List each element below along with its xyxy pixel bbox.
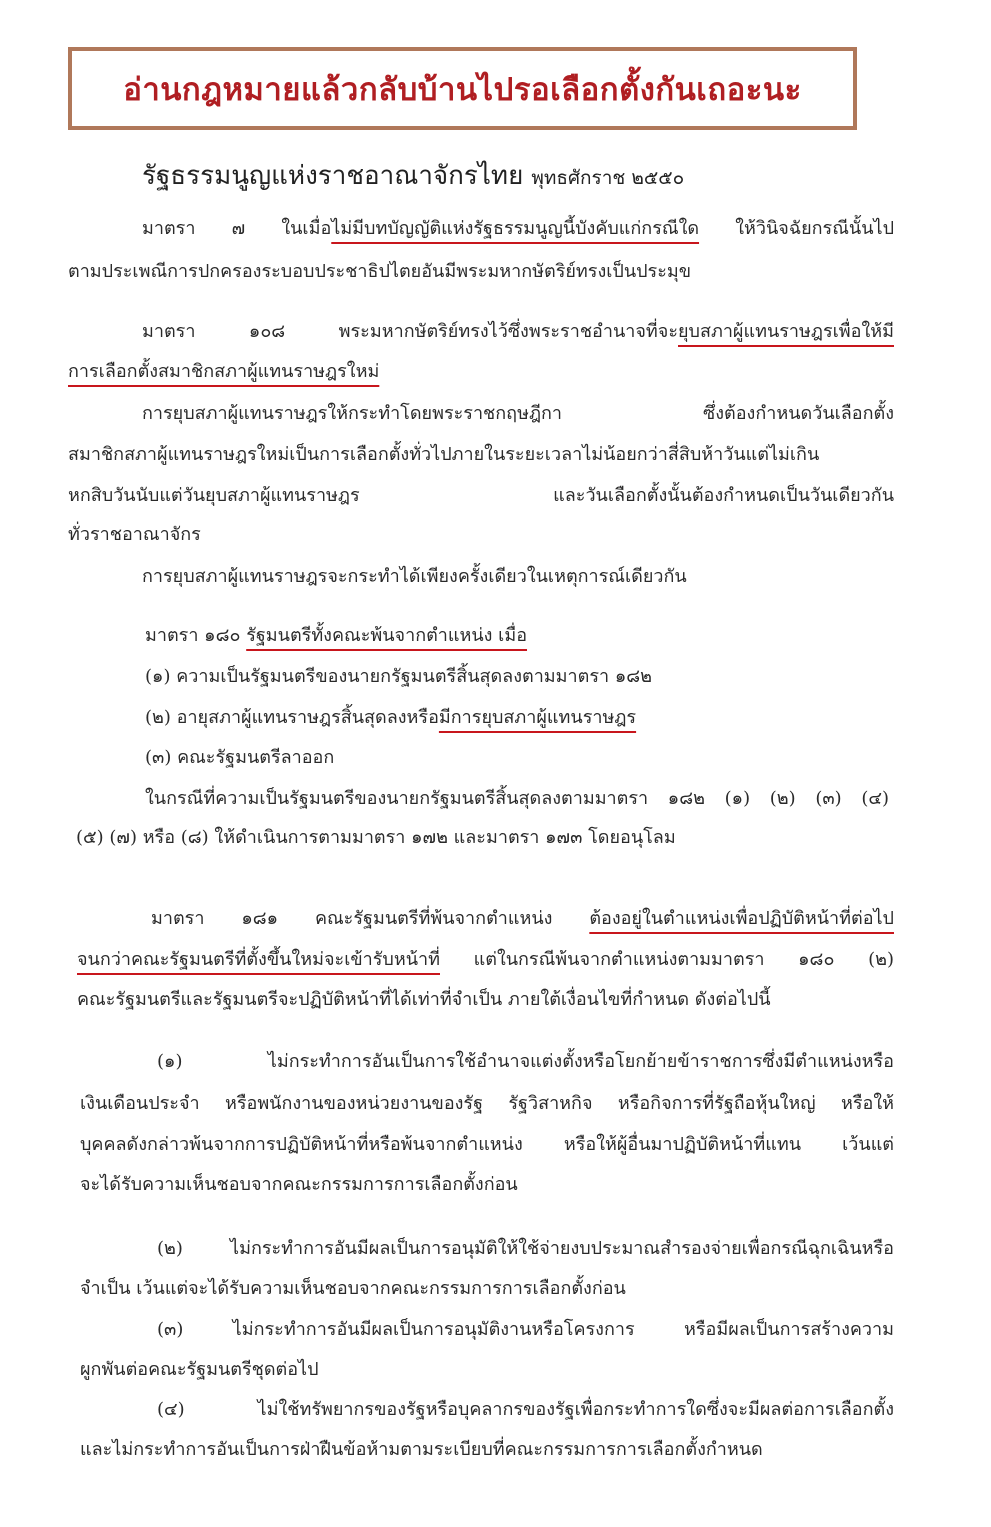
- document-title: [142, 155, 684, 196]
- section-181-clause-1-line-2: เงินเดือนประจำ หรือพนักงานของหน่วยงานของรัฐ รัฐวิสาหกิจ หรือกิจการที่รัฐถือหุ้นใหญ่ หรือให้: [80, 1093, 894, 1114]
- title-main: รัฐธรรมนูญแห่งราชอาณาจักรไทย: [142, 161, 524, 191]
- section-108-highlight-2: การเลือกตั้งสมาชิกสภาผู้แทนราษฎรใหม่: [68, 361, 380, 382]
- section-108-para-2-line-3: หกสิบวันนับแต่วันยุบสภาผู้แทนราษฎร และวันเลือกตั้งนั้นต้องกำหนดเป็นวันเดียวกัน: [68, 485, 894, 506]
- section-7-highlight: ไม่มีบทบัญญัติแห่งรัฐธรรมนูญนี้บังคับแก่กรณีใด: [331, 218, 700, 239]
- section-180-highlight: รัฐมนตรีทั้งคณะพ้นจากตำแหน่ง เมื่อ: [246, 625, 528, 646]
- section-108-para-2-line-1: การยุบสภาผู้แทนราษฎรให้กระทำโดยพระราชกฤษฎีกา ซึ่งต้องกำหนดวันเลือกตั้ง: [142, 403, 894, 424]
- section-7-line-2: ตามประเพณีการปกครองระบอบประชาธิปไตยอันมีพระมหากษัตริย์ทรงเป็นประมุข: [68, 261, 692, 282]
- section-108-para-2-line-2: สมาชิกสภาผู้แทนราษฎรใหม่เป็นการเลือกตั้งทั่วไปภายในระยะเวลาไม่น้อยกว่าสี่สิบห้าวันแต่ไม่เกิน: [68, 444, 820, 465]
- section-181-highlight-2: จนกว่าคณะรัฐมนตรีที่ตั้งขึ้นใหม่จะเข้ารับหน้าที่: [77, 949, 440, 970]
- section-181-clause-3-line-1: (๓) ไม่กระทำการอันมีผลเป็นการอนุมัติงานหรือโครงการ หรือมีผลเป็นการสร้างความ: [157, 1319, 894, 1340]
- section-180-item-2: (๒) อายุสภาผู้แทนราษฎรสิ้นสุดลงหรือมีการยุบสภาผู้แทนราษฎร: [145, 707, 637, 728]
- banner: [68, 47, 857, 130]
- section-180-item-1: (๑) ความเป็นรัฐมนตรีของนายกรัฐมนตรีสิ้นสุดลงตามมาตรา ๑๘๒: [145, 666, 652, 687]
- section-108-line-1: มาตรา ๑๐๘ พระมหากษัตริย์ทรงไว้ซึ่งพระราชอำนาจที่จะยุบสภาผู้แทนราษฎรเพื่อให้มี: [142, 321, 894, 342]
- section-181-clause-3-line-2: ผูกพันต่อคณะรัฐมนตรีชุดต่อไป: [80, 1359, 319, 1380]
- section-180-para-line-1: ในกรณีที่ความเป็นรัฐมนตรีของนายกรัฐมนตรีสิ้นสุดลงตามมาตรา ๑๘๒ (๑) (๒) (๓) (๔): [145, 788, 889, 809]
- section-180-item-2-highlight: มีการยุบสภาผู้แทนราษฎร: [438, 707, 637, 728]
- section-7-line-1: มาตรา ๗ ในเมื่อไม่มีบทบัญญัติแห่งรัฐธรรมนูญนี้บังคับแก่กรณีใด ให้วินิจฉัยกรณีนั้นไป: [142, 218, 895, 239]
- section-181-clause-1-line-1: (๑) ไม่กระทำการอันเป็นการใช้อำนาจแต่งตั้งหรือโยกย้ายข้าราชการซึ่งมีตำแหน่งหรือ: [157, 1051, 894, 1072]
- section-181-clause-1-line-4: จะได้รับความเห็นชอบจากคณะกรรมการการเลือกตั้งก่อน: [80, 1174, 518, 1195]
- section-181-clause-4-line-2: และไม่กระทำการอันเป็นการฝ่าฝืนข้อห้ามตามระเบียบที่คณะกรรมการการเลือกตั้งกำหนด: [80, 1439, 763, 1460]
- section-108-para-3: การยุบสภาผู้แทนราษฎรจะกระทำได้เพียงครั้งเดียวในเหตุการณ์เดียวกัน: [142, 566, 687, 587]
- section-181-line-2: จนกว่าคณะรัฐมนตรีที่ตั้งขึ้นใหม่จะเข้ารับหน้าที่ แต่ในกรณีพ้นจากตำแหน่งตามมาตรา ๑๘๐ (๒): [77, 949, 894, 970]
- section-108-para-2-line-4: ทั่วราชอาณาจักร: [68, 524, 201, 545]
- banner-text: อ่านกฎหมายแล้วกลับบ้านไปรอเลือกตั้งกันเถอะนะ: [123, 71, 802, 108]
- section-181-clause-2-line-2: จำเป็น เว้นแต่จะได้รับความเห็นชอบจากคณะกรรมการการเลือกตั้งก่อน: [80, 1278, 626, 1299]
- section-180-para-line-2: (๕) (๗) หรือ (๘) ให้ดำเนินการตามมาตรา ๑๗๒ และมาตรา ๑๗๓ โดยอนุโลม: [76, 827, 676, 848]
- section-180-heading: มาตรา ๑๘๐ รัฐมนตรีทั้งคณะพ้นจากตำแหน่ง เมื่อ: [145, 625, 528, 646]
- section-181-clause-2-line-1: (๒) ไม่กระทำการอันมีผลเป็นการอนุมัติให้ใช้จ่ายงบประมาณสำรองจ่ายเพื่อกรณีฉุกเฉินหรือ: [157, 1238, 894, 1259]
- section-180-item-3: (๓) คณะรัฐมนตรีลาออก: [145, 747, 335, 768]
- section-108-line-2: [68, 360, 379, 384]
- section-108-highlight-1: ยุบสภาผู้แทนราษฎรเพื่อให้มี: [678, 321, 894, 342]
- section-181-clause-1-line-3: บุคคลดังกล่าวพ้นจากการปฏิบัติหน้าที่หรือพ้นจากตำแหน่ง หรือให้ผู้อื่นมาปฏิบัติหน้าที่แทน เว้นแต่: [80, 1134, 894, 1155]
- section-181-line-3: คณะรัฐมนตรีและรัฐมนตรีจะปฏิบัติหน้าที่ได้เท่าที่จำเป็น ภายใต้เงื่อนไขที่กำหนด ดังต่อไปนี้: [77, 989, 771, 1010]
- title-year: พุทธศักราช ๒๕๕๐: [531, 167, 685, 189]
- section-181-clause-4-line-1: (๔) ไม่ใช้ทรัพยากรของรัฐหรือบุคลากรของรัฐเพื่อกระทำการใดซึ่งจะมีผลต่อการเลือกตั้ง: [157, 1399, 894, 1420]
- section-181-line-1: มาตรา ๑๘๑ คณะรัฐมนตรีที่พ้นจากตำแหน่ง ต้องอยู่ในตำแหน่งเพื่อปฏิบัติหน้าที่ต่อไป: [151, 908, 894, 929]
- section-181-highlight-1: ต้องอยู่ในตำแหน่งเพื่อปฏิบัติหน้าที่ต่อไป: [589, 908, 894, 929]
